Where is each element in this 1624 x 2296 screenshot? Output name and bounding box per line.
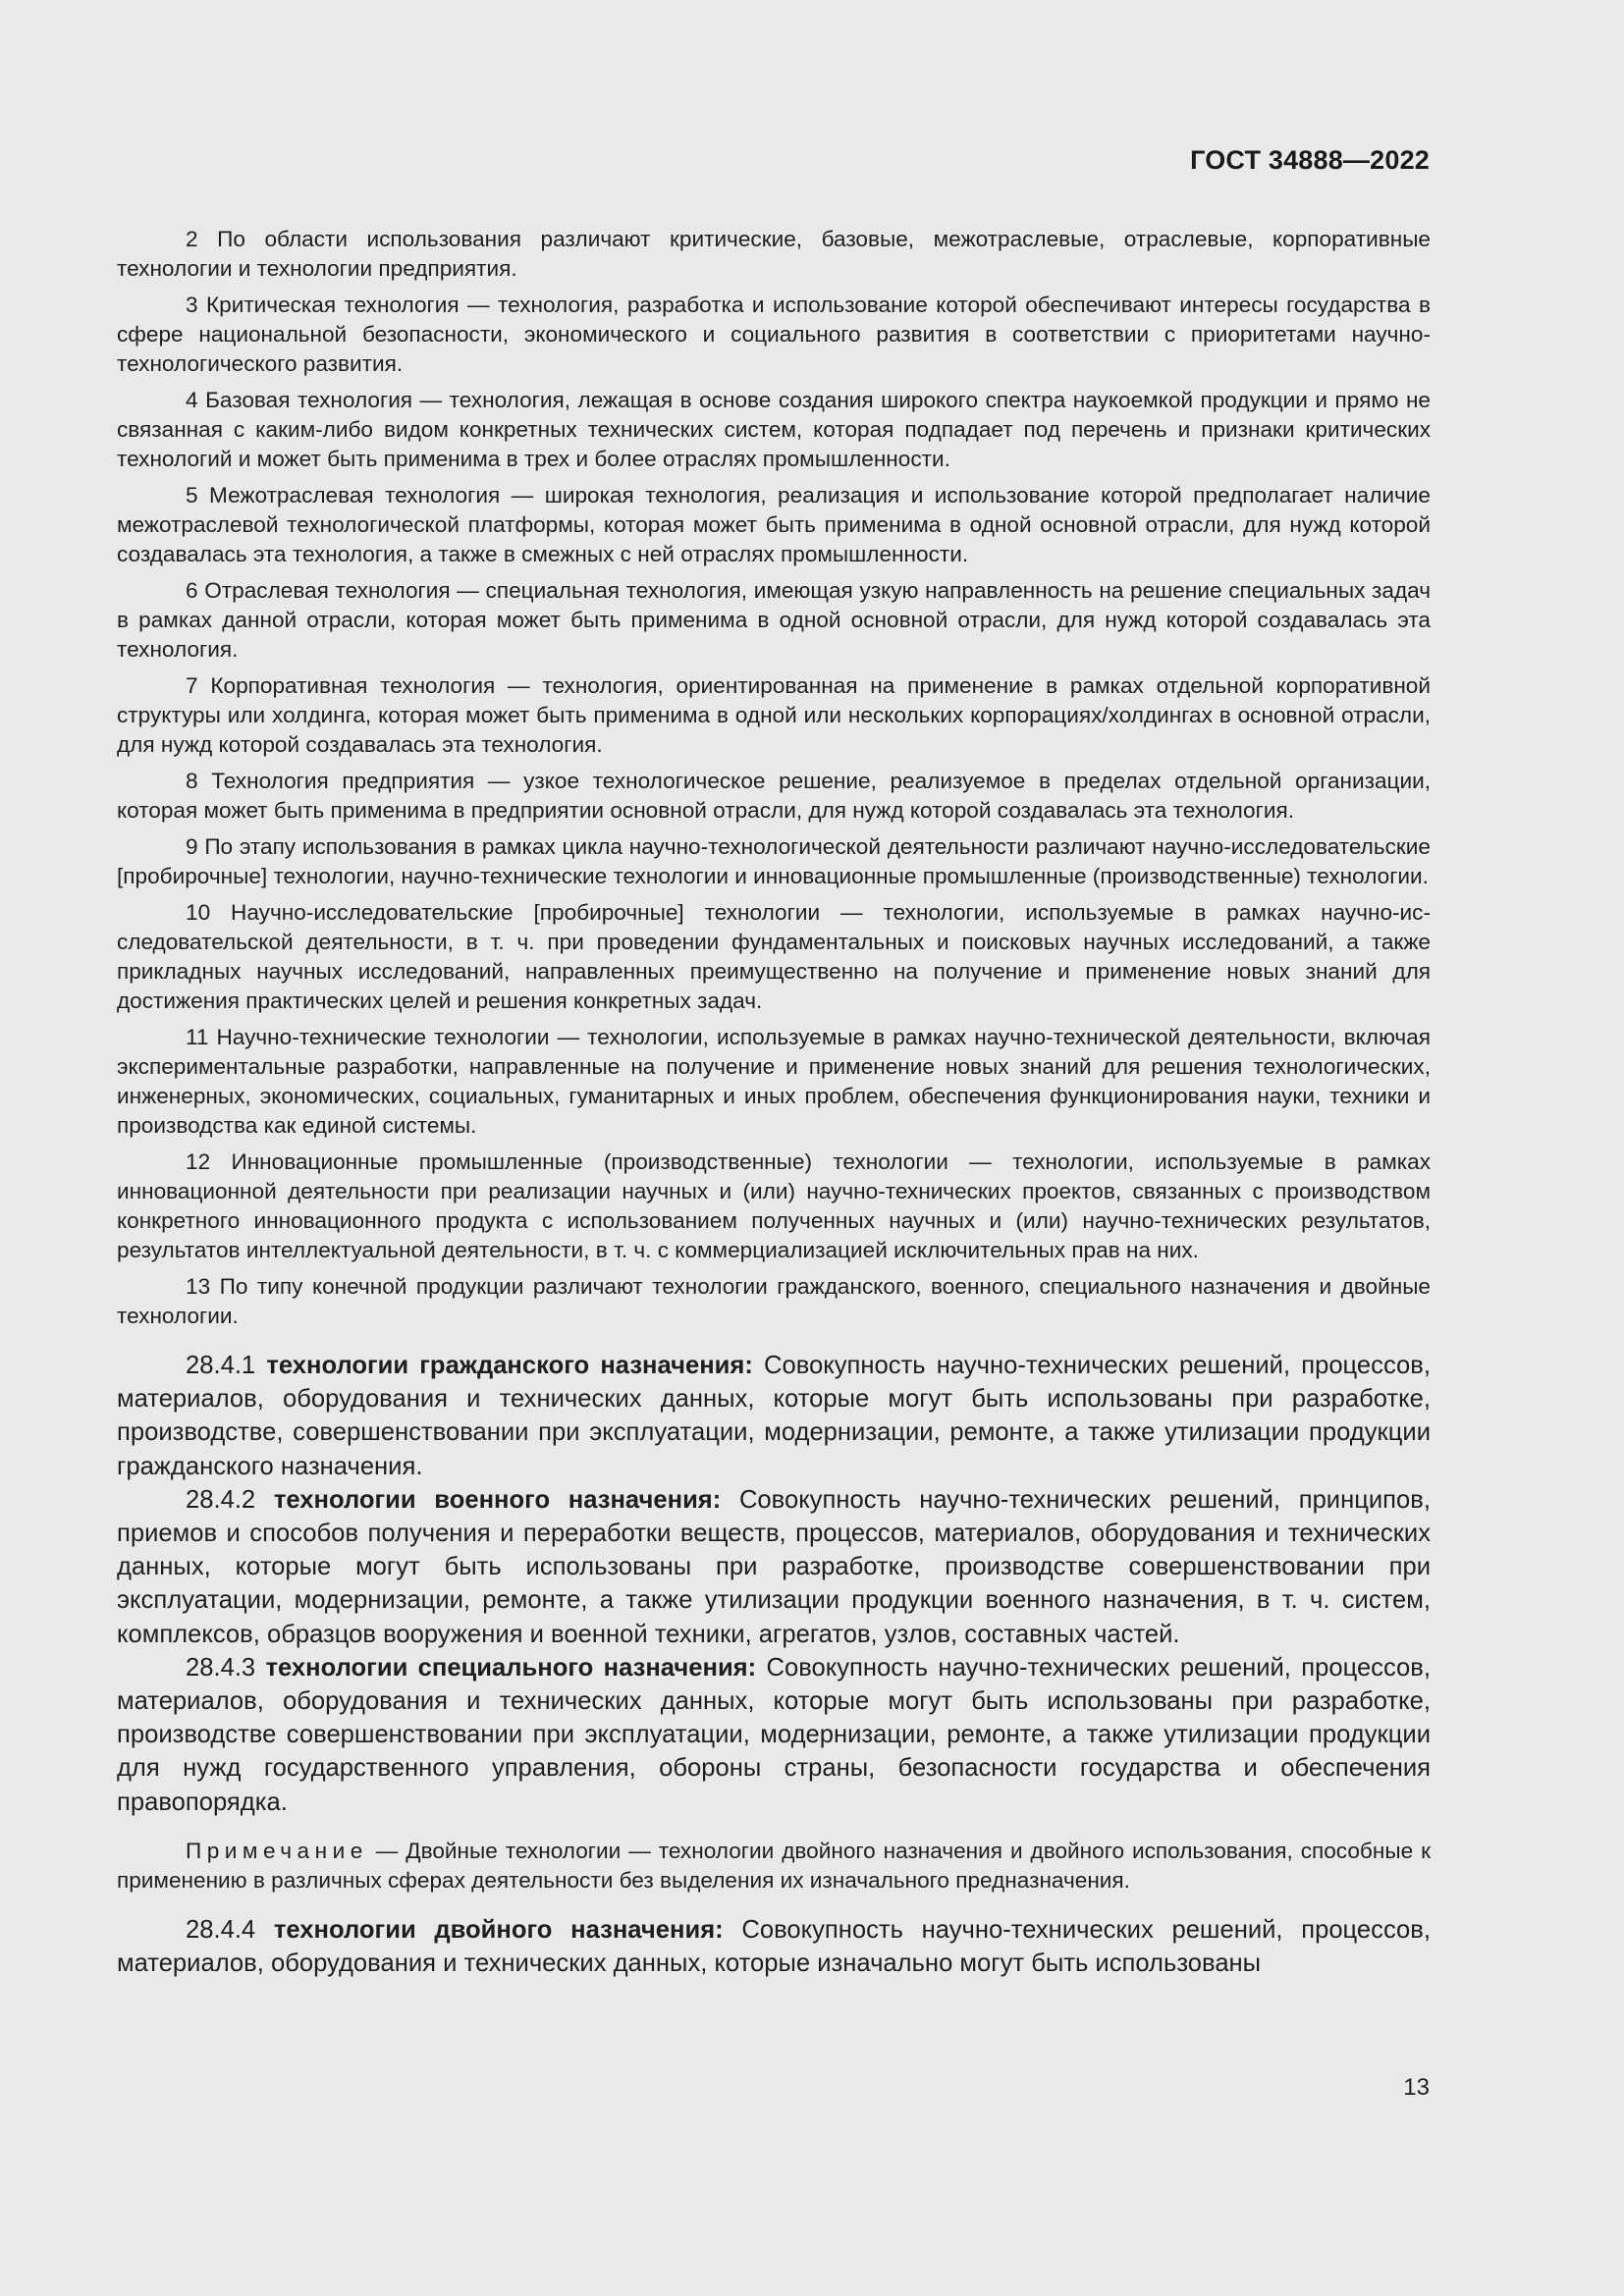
note-primechanie	[117, 1837, 1431, 1896]
page-content	[117, 225, 1431, 1980]
definition-text: Совокупность научно-технических решений, процессов, материалов, оборудования и технических данных, которые могут быть использованы при разработке, производстве, совершенствовании при эксплуатации, модернизации, ремонте, а также утилизации продукции гражданского назначения.	[117, 1352, 1431, 1480]
note-paragraph: 10 Научно-исследовательские [пробирочные] технологии — технологии, используемые в рамках научно-исследовательской деятельности, в т. ч. при проведении фундаментальных и поисковых научных исследований, а также прикладных научных исследований, направленных преимущественно на получение и применение новых знаний для достижения практических целей и решения конкретных задач.	[117, 900, 1431, 1013]
note-paragraph: 6 Отраслевая технология — специальная технология, имеющая узкую направленность на решение специальных задач в рамках данной отрасли, которая может быть применима в одной основной отрасли, для нужд которой создавалась эта технология.	[117, 578, 1431, 662]
note-paragraph: 3 Критическая технология — технология, разработка и использование которой обеспечивают интересы государства в сфере национальной безопасности, экономического и социального развития в соответствии с приоритетами научно-технологического развития.	[117, 293, 1431, 376]
definition-term: технологии гражданского назначения:	[266, 1352, 753, 1379]
definition-number: 28.4.1	[186, 1352, 256, 1379]
definition-text: Совокупность научно-технических решений, процессов, материалов, оборудования и технических данных, которые изначально могут быть использованы	[117, 1915, 1431, 1978]
definition-28-4-3	[117, 1651, 1431, 1819]
note-paragraph: 4 Базовая технология — технология, лежащая в основе создания широкого спектра наукоемкой продукции и прямо не связанная с каким-либо видом конкретных технических систем, которая подпадает под перечень и признаки критических технологий и может быть применима в трех и более отраслях промышленности.	[117, 388, 1431, 471]
note-paragraph: 5 Межотраслевая технология — широкая технология, реализация и использование которой предполагает наличие межотраслевой технологической платформы, которая может быть применима в одной основной отрасли, для нужд которой создавалась эта технология, а также в смежных с ней отраслях промышленности.	[117, 483, 1431, 566]
note-paragraph: 11 Научно-технические технологии — технологии, используемые в рамках научно-технической деятельности, включая экспериментальные разработки, направленные на получение и применение новых знаний для решения технологических, инженерных, экономических, социальных, гуманитарных и иных проблем, обеспечения функционирования науки, техники и производства как единой системы.	[117, 1025, 1431, 1138]
definition-text: Совокупность научно-технических решений, процессов, материалов, оборудования и технических данных, которые могут быть использованы при разработке, производстве совершенствовании при эксплуатации, модернизации, ремонте, а также утилизации продукции для нужд государственного управления, обороны страны, безопасности государства и обеспечения правопорядка.	[117, 1653, 1431, 1816]
note-text: — Двойные технологии — технологии двойного назначения и двойного использования, способные к применению в различных сферах деятельности без выделения их изначального предназначения.	[117, 1838, 1431, 1893]
definition-28-4-2	[117, 1483, 1431, 1651]
definition-28-4-4	[117, 1913, 1431, 1980]
definition-text: Совокупность научно-технических решений, принципов, приемов и способов получения и переработки веществ, процессов, материалов, оборудования и технических данных, которые могут быть использованы при разработке, производстве совершенствовании при эксплуатации, модернизации, ремонте, а также утилизации продукции военного назначения, в т. ч. систем, комплексов, образцов вооружения и военной техники, агрегатов, узлов, составных частей.	[117, 1485, 1431, 1648]
definition-28-4-1	[117, 1349, 1431, 1483]
note-paragraph: 12 Инновационные промышленные (производственные) технологии — технологии, используемые в рамках инновационной деятельности при реализации научных и (или) научно-технических проектов, связанных с производством конкретного инновационного продукта с использованием полученных научных и (или) научно-технических результатов, результатов интеллектуальной деятельности, в т. ч. с коммерциализацией исключительных прав на них.	[117, 1149, 1431, 1262]
page-number: 13	[1403, 2074, 1430, 2101]
note-label: Примечание	[186, 1838, 368, 1863]
standard-designation: ГОСТ 34888—2022	[1190, 145, 1430, 175]
definition-number: 28.4.4	[186, 1915, 256, 1944]
note-paragraph: 13 По типу конечной продукции различают технологии гражданского, военного, специального назначения и двойные технологии.	[117, 1274, 1431, 1328]
note-paragraph: 7 Корпоративная технология — технология, ориентированная на применение в рамках отдельной корпоративной структуры или холдинга, которая может быть применима в одной или нескольких корпорациях/холдингах в основной отрасли, для нужд которой создавалась эта технология.	[117, 673, 1431, 757]
definition-number: 28.4.3	[186, 1653, 256, 1682]
definition-term: технологии военного назначения:	[273, 1485, 722, 1514]
note-paragraph: 9 По этапу использования в рамках цикла научно-технологической деятельности различают научно-исследовательские [пробирочные] технологии, научно-технические технологии и инновационные промышленные (производственные) технологии.	[117, 834, 1431, 888]
definition-term: технологии специального назначения:	[265, 1653, 757, 1682]
definition-number: 28.4.2	[186, 1485, 256, 1514]
definition-term: технологии двойного назначения:	[273, 1915, 724, 1944]
note-paragraph: 8 Технология предприятия — узкое технологическое решение, реализуемое в пределах отдельной организации, которая может быть применима в предприятии основной отрасли, для нужд которой создавалась эта технология.	[117, 769, 1431, 823]
note-paragraph: 2 По области использования различают критические, базовые, межотраслевые, отраслевые, корпоративные технологии и технологии предприятия.	[117, 227, 1431, 281]
